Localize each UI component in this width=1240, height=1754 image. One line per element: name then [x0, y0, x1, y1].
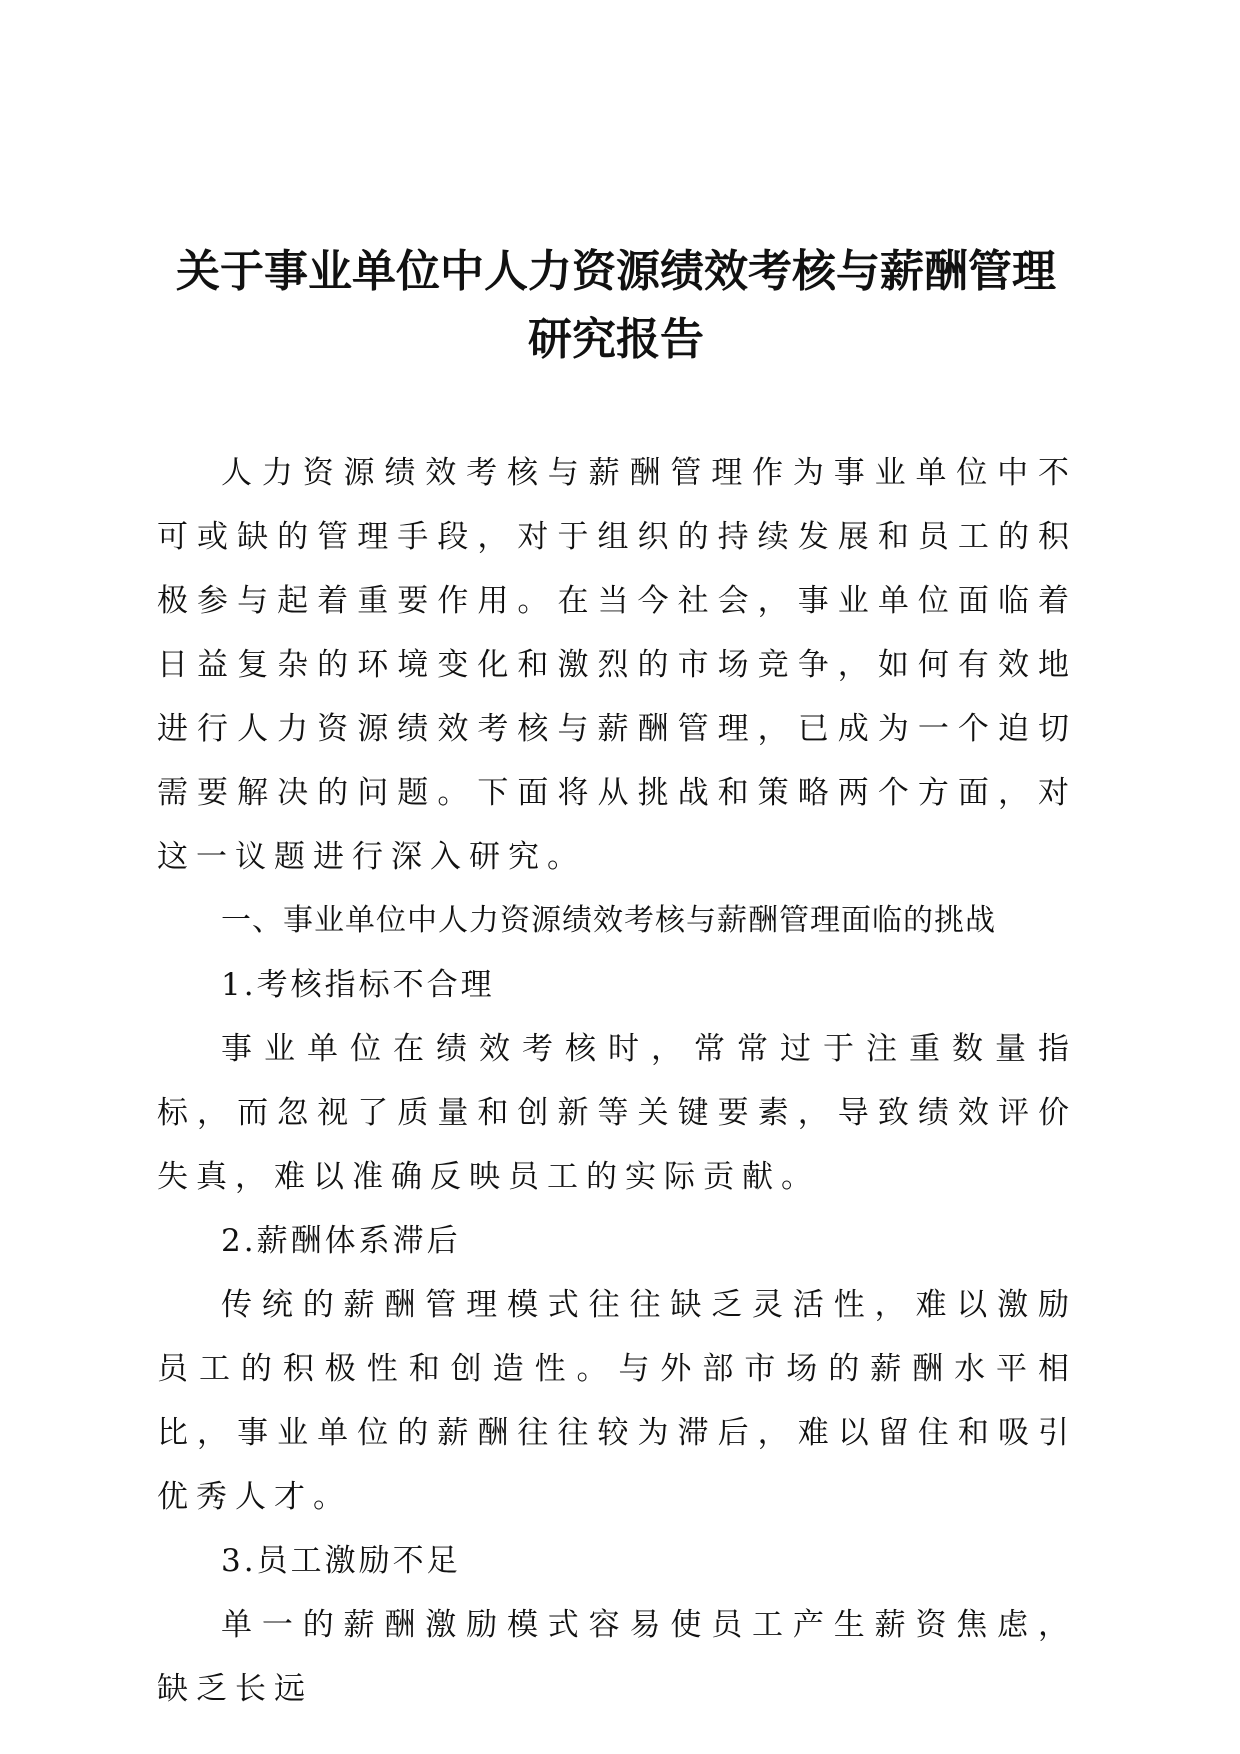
document-title-line-1: 关于事业单位中人力资源绩效考核与薪酬管理 [176, 246, 1056, 297]
intro-paragraph: 人力资源绩效考核与薪酬管理作为事业单位中不可或缺的管理手段，对于组织的持续发展和员工的积极参与起着重要作用。在当今社会，事业单位面临着日益复杂的环境变化和激烈的市场竞争，如何有效地进行人力资源绩效考核与薪酬管理，已成为一个迫切需要解决的问题。下面将从挑战和策略两个方面，对这一议题进行深入研究。 [157, 455, 1077, 875]
subsection-1-heading: 1.考核指标不合理 [221, 967, 495, 1003]
document-title-line-2: 研究报告 [528, 314, 704, 365]
section-1-heading: 一、事业单位中人力资源绩效考核与薪酬管理面临的挑战 [221, 903, 996, 938]
document-body [157, 441, 1077, 1721]
subsection-1-paragraph: 事业单位在绩效考核时，常常过于注重数量指标，而忽视了质量和创新等关键要素，导致绩效评价失真，难以准确反映员工的实际贡献。 [157, 1031, 1077, 1195]
subsection-3-paragraph: 单一的薪酬激励模式容易使员工产生薪资焦虑，缺乏长远 [157, 1607, 1077, 1707]
document-title [150, 238, 1082, 374]
subsection-3-heading: 3.员工激励不足 [221, 1543, 461, 1579]
subsection-2-paragraph: 传统的薪酬管理模式往往缺乏灵活性，难以激励员工的积极性和创造性。与外部市场的薪酬水平相比，事业单位的薪酬往往较为滞后，难以留住和吸引优秀人才。 [157, 1287, 1077, 1515]
subsection-2-heading: 2.薪酬体系滞后 [221, 1223, 461, 1259]
